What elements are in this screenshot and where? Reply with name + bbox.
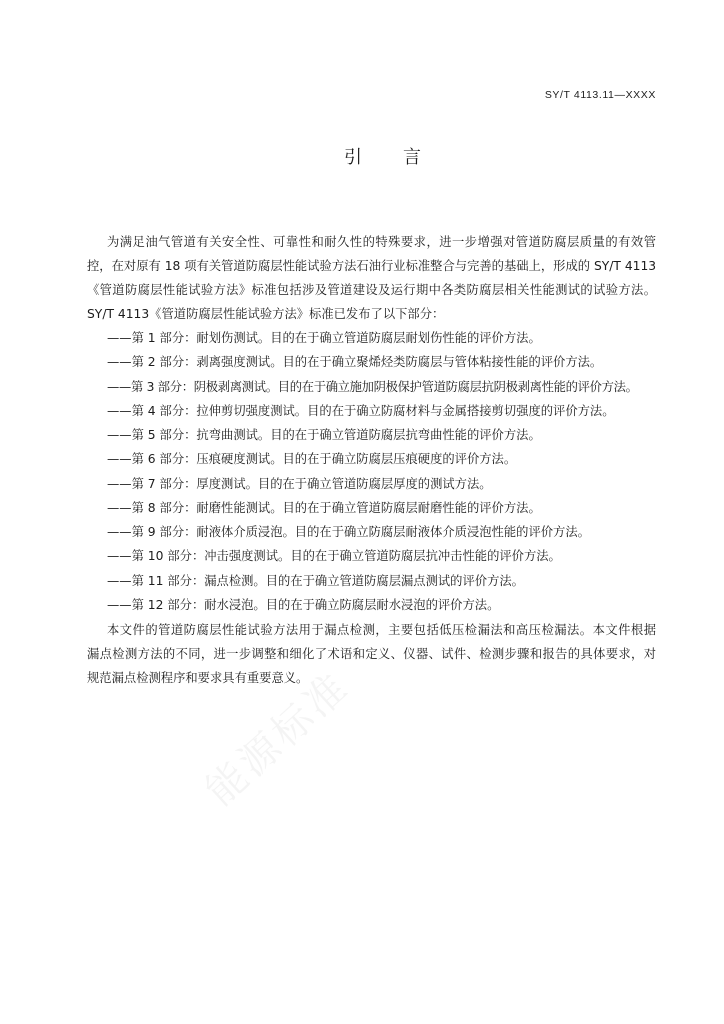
list-item: ——第 3 部分：阴极剥离测试。目的在于确立施加阴极保护管道防腐层抗阴极剥离性能的评价方法。 — [107, 380, 638, 394]
closing-line: 本文件的管道防腐层性能试验方法用于漏点检测，主要包括低压检漏法和高压检漏法。本文件根据 — [107, 623, 656, 637]
list-item: ——第 1 部分：耐划伤测试。目的在于确立管道防腐层耐划伤性能的评价方法。 — [107, 331, 541, 345]
list-item: ——第 6 部分：压痕硬度测试。目的在于确立防腐层压痕硬度的评价方法。 — [107, 452, 517, 466]
page-title: 引言 — [344, 147, 462, 168]
list-item: ——第 2 部分：剥离强度测试。目的在于确立聚烯烃类防腐层与管体粘接性能的评价方法。 — [107, 355, 603, 369]
list-item: ——第 4 部分：拉伸剪切强度测试。目的在于确立防腐材料与金属搭接剪切强度的评价方法。 — [107, 404, 615, 418]
closing-line: 规范漏点检测程序和要求具有重要意义。 — [87, 671, 309, 685]
document-number-header: SY/T 4113.11—XXXX — [544, 89, 656, 101]
list-item: ——第 8 部分：耐磨性能测试。目的在于确立管道防腐层耐磨性能的评价方法。 — [107, 501, 541, 515]
list-item: ——第 9 部分：耐液体介质浸泡。目的在于确立防腐层耐液体介质浸泡性能的评价方法。 — [107, 525, 590, 539]
intro-line: 《管道防腐层性能试验方法》标准包括涉及管道建设及运行期中各类防腐层相关性能测试的试验方法。 — [87, 283, 656, 297]
list-item: ——第 7 部分：厚度测试。目的在于确立管道防腐层厚度的测试方法。 — [107, 477, 492, 491]
intro-line: SY/T 4113《管道防腐层性能试验方法》标准已发布了以下部分： — [87, 307, 445, 321]
list-item: ——第 5 部分：抗弯曲测试。目的在于确立管道防腐层抗弯曲性能的评价方法。 — [107, 428, 541, 442]
intro-line: 控，在对原有 18 项有关管道防腐层性能试验方法石油行业标准整合与完善的基础上，形成的 SY/T 4113 — [87, 259, 656, 273]
list-item: ——第 10 部分：冲击强度测试。目的在于确立管道防腐层抗冲击性能的评价方法。 — [107, 549, 561, 563]
intro-line: 为满足油气管道有关安全性、可靠性和耐久性的特殊要求，进一步增强对管道防腐层质量的有效管 — [107, 235, 656, 249]
list-item: ——第 12 部分：耐水浸泡。目的在于确立防腐层耐水浸泡的评价方法。 — [107, 598, 500, 612]
closing-line: 漏点检测方法的不同，进一步调整和细化了术语和定义、仪器、试件、检测步骤和报告的具体要求，对 — [87, 647, 656, 661]
list-item: ——第 11 部分：漏点检测。目的在于确立管道防腐层漏点测试的评价方法。 — [107, 574, 524, 588]
